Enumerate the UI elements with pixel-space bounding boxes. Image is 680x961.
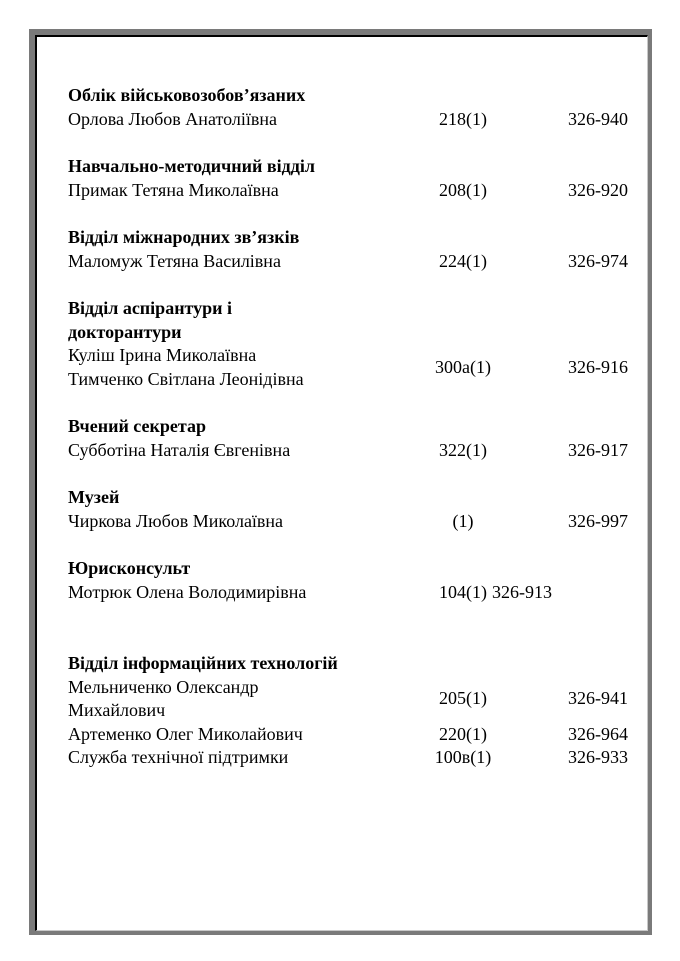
contact-row [68, 179, 628, 203]
section-title: Відділ міжнародних зв’язків [68, 227, 300, 247]
contact-row [68, 344, 628, 391]
contact-name: Служба технічної підтримки [68, 747, 289, 767]
section-title-line2: докторантури [68, 321, 182, 342]
phone-number: 326-917 [568, 439, 628, 460]
contact-name: Субботіна Наталія Євгенівна [68, 439, 291, 460]
phone-number: 326-933 [568, 747, 628, 767]
room-number: 100в(1) [434, 747, 492, 767]
contact-name: Мельниченко Олександр [68, 676, 259, 697]
section-it-department [68, 652, 628, 770]
phone-number: 326-964 [568, 723, 628, 744]
room-number: 218(1) [439, 108, 487, 129]
contact-name: Маломуж Тетяна Василівна [68, 250, 281, 271]
section-academic-secretary [68, 415, 628, 462]
section-legal-counsel [68, 557, 628, 604]
contact-row [68, 510, 628, 534]
room-number: 205(1) [439, 688, 487, 709]
section-title: Облік військовозобов’язаних [68, 85, 306, 105]
phone-number: 326-997 [568, 510, 628, 531]
contact-name: Орлова Любов Анатоліївна [68, 108, 277, 129]
contact-row [68, 581, 628, 605]
section-title: Вчений секретар [68, 416, 206, 436]
room-number: 104(1) [439, 581, 487, 602]
room-number: 208(1) [439, 179, 487, 200]
contact-name: Тимченко Світлана Леонідівна [68, 368, 304, 389]
contact-row [68, 746, 628, 770]
section-title: Відділ інформаційних технологій [68, 653, 338, 673]
contact-row [68, 723, 628, 747]
contact-names [68, 344, 398, 391]
section-title: Музей [68, 487, 120, 507]
contact-row [68, 439, 628, 463]
phone-number: 326-920 [568, 179, 628, 200]
section-teaching-methods [68, 155, 628, 202]
contact-name: Чиркова Любов Миколаївна [68, 510, 284, 531]
directory [68, 84, 628, 794]
room-number: 224(1) [439, 250, 487, 271]
spacer [68, 628, 628, 652]
section-military-registration [68, 84, 628, 131]
section-postgraduate [68, 297, 628, 391]
room-number: 300а(1) [435, 356, 491, 377]
section-title: Юрисконсульт [68, 558, 191, 578]
room-number: 322(1) [439, 439, 487, 460]
contact-row [68, 250, 628, 274]
section-international-relations [68, 226, 628, 273]
phone-number: 326-941 [568, 688, 628, 709]
contact-name: Артеменко Олег Миколайович [68, 723, 303, 744]
phone-number: 326-913 [492, 581, 552, 602]
contact-name: Михайлович [68, 700, 166, 720]
contact-row [68, 676, 628, 723]
room-number: (1) [452, 510, 474, 531]
phone-number: 326-974 [568, 250, 628, 271]
contact-name: Примак Тетяна Миколаївна [68, 179, 279, 200]
phone-number: 326-940 [568, 108, 628, 129]
contact-name: Мотрюк Олена Володимирівна [68, 581, 307, 602]
contact-name: Куліш Ірина Миколаївна [68, 345, 257, 365]
room-number: 220(1) [439, 723, 487, 744]
phone-number: 326-916 [568, 356, 628, 377]
contact-row [68, 108, 628, 132]
section-museum [68, 486, 628, 533]
section-title: Навчально-методичний відділ [68, 156, 315, 176]
contact-names [68, 676, 398, 723]
section-title-line1: Відділ аспірантури і [68, 298, 233, 318]
